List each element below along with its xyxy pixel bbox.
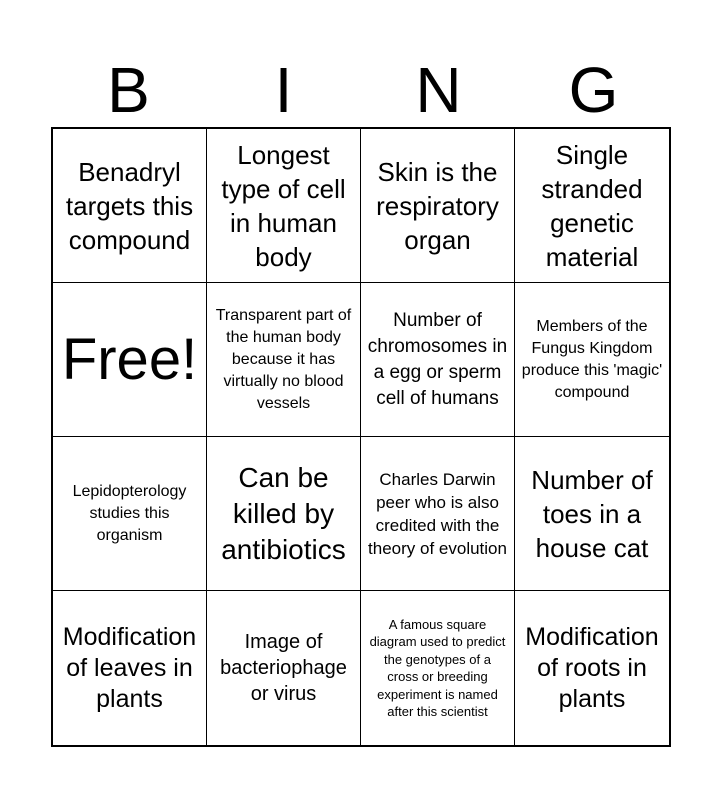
bingo-cell[interactable]: A famous square diagram used to predict the genotypes of a cross or breeding experiment is named after this scientist	[361, 591, 515, 745]
bingo-cell[interactable]: Number of chromosomes in a egg or sperm cell of humans	[361, 283, 515, 437]
bingo-cell[interactable]: Single stranded genetic material	[515, 129, 669, 283]
header-letter-b: B	[107, 54, 150, 126]
bingo-cell[interactable]: Transparent part of the human body because it has virtually no blood vessels	[207, 283, 361, 437]
bingo-cell[interactable]: Lepidopterology studies this organism	[53, 437, 207, 591]
bingo-cell[interactable]: Longest type of cell in human body	[207, 129, 361, 283]
bingo-cell[interactable]: Modification of leaves in plants	[53, 591, 207, 745]
header-letter-g: G	[568, 54, 619, 126]
bingo-header	[51, 56, 671, 124]
bingo-cell[interactable]: Charles Darwin peer who is also credited with the theory of evolution	[361, 437, 515, 591]
bingo-cell[interactable]: Can be killed by antibiotics	[207, 437, 361, 591]
bingo-cell[interactable]: Skin is the respiratory organ	[361, 129, 515, 283]
header-letter-n: N	[415, 54, 462, 126]
header-letter-i: I	[274, 54, 293, 126]
bingo-cell[interactable]: Members of the Fungus Kingdom produce this 'magic' compound	[515, 283, 669, 437]
bingo-cell[interactable]: Modification of roots in plants	[525, 622, 659, 713]
bingo-cell[interactable]: Image of bacteriophage or virus	[207, 591, 361, 745]
bingo-cell[interactable]: Benadryl targets this compound	[53, 129, 207, 283]
bingo-board	[51, 127, 671, 747]
bingo-cell[interactable]: Number of toes in a house cat	[515, 437, 669, 591]
free-space-cell[interactable]: Free!	[53, 283, 207, 437]
